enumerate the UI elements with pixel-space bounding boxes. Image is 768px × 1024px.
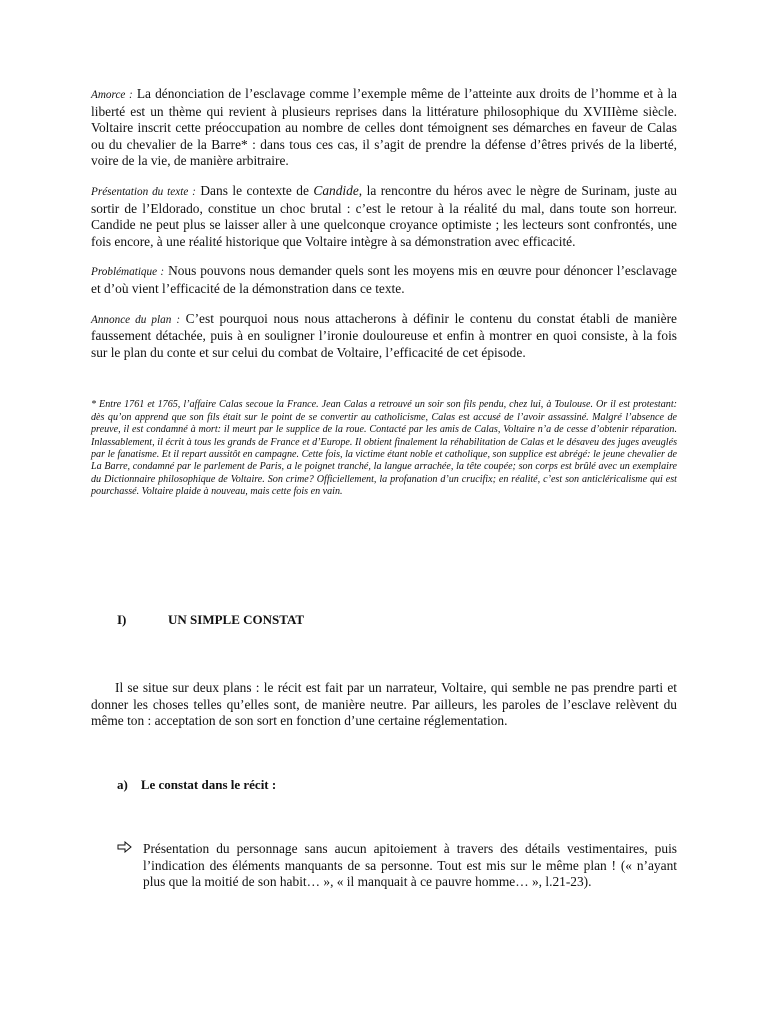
subsection-heading: a) Le constat dans le récit : (117, 777, 277, 792)
document-body (91, 86, 677, 499)
annonce-paragraph (91, 311, 677, 362)
section-intro: Il se situe sur deux plans : le récit est fait par un narrateur, Voltaire, qui semble ne pas prendre parti et donner les choses telles qu’elles sont, de manière neutre. Par ailleurs, les paroles de l’esclave relèvent du même ton : acceptation de son sort en fonction d’une certaine réglementation. (91, 680, 677, 729)
annonce-label: Annonce du plan : (91, 313, 181, 326)
section-title: UN SIMPLE CONSTAT (168, 612, 305, 627)
amorce-text: La dénonciation de l’esclavage comme l’exemple même de l’atteinte aux droits de l’homme et à la liberté est un thème qui revient à plusieurs reprises dans la littérature philosophique du XVIIIème siècle. Voltaire inscrit cette préoccupation au nombre de celles dont témoignent ses démarches en faveur de Calas ou du chevalier de la Barre* : dans tous ces cas, il s’agit de prendre la défense d’êtres privés de la liberté, voire de la vie, de manière arbitraire. (91, 86, 677, 169)
presentation-paragraph (91, 183, 677, 250)
list-item (117, 841, 677, 891)
problematique-label: Problématique : (91, 266, 165, 279)
annonce-text: C’est pourquoi nous nous attacherons à définir le contenu du constat établi de manière faussement détachée, puis à en souligner l’ironie douloureuse et enfin à montrer en quoi consiste, à la fois sur le plan du conte et sur celui du combat de Voltaire, l’efficacité de cet épisode. (91, 310, 677, 360)
problematique-paragraph (91, 263, 677, 297)
list-item-text: Présentation du personnage sans aucun apitoiement à travers des détails vestimentaires, puis l’indication des éléments manquants de sa personne. Tout est mis sur le même plan ! (« n’ayant plus que la moitié de son habit… », « il manquait à ce pauvre homme… », l.21-23). (143, 841, 677, 890)
presentation-text-end: , la rencontre du héros avec le nègre de Surinam, juste au sortir de l’Eldorado, constitue un choc brutal : c’est le retour à la réalité du mal, dans toute son horreur. Candide ne peut plus se laisser aller à une quelconque croyance optimiste ; les lecteurs sont confrontés, une fois encore, à une réalité historique que Voltaire intègre à sa démonstration avec efficacité. (91, 182, 677, 249)
problematique-text: Nous pouvons nous demander quels sont les moyens mis en œuvre pour dénoncer l’esclavage et d’où vient l’efficacité de la démonstration dans ce texte. (91, 263, 677, 296)
presentation-text-start: Dans le contexte de (200, 182, 309, 198)
presentation-label: Présentation du texte : (91, 185, 196, 198)
section-heading (117, 612, 305, 628)
section-number: I) (117, 612, 127, 627)
arrow-right-outline-icon (117, 841, 137, 858)
amorce-label: Amorce : (91, 89, 133, 101)
amorce-paragraph (91, 86, 677, 170)
footnote: * Entre 1761 et 1765, l’affaire Calas secoue la France. Jean Calas a retrouvé un soir son fils pendu, chez lui, à Toulouse. Or il est protestant: dès qu’on apprend que son fils était sur le point de se convertir au catholicisme, Calas est accusé de l’avoir assassiné. Malgré l’absence de preuve, il est condamné à mort: il meurt par le supplice de la roue. Contacté par les amis de Calas, Voltaire n’a de cesse d’obtenir réparation. Inlassablement, il écrit à tous les grands de France et d’Europe. Il obtient finalement la réhabilitation de Calas et le désaveu des juges aveuglés par le fanatisme. Et il repart aussitôt en campagne. Cette fois, la victime étant noble et catholique, son supplice est abrégé: le jeune chevalier de La Barre, condamné par le parlement de Paris, a le poignet tranché, la langue arrachée, la tête coupée; son corps est brûlé avec un exemplaire du Dictionnaire philosophique de Voltaire. Son crime? Officiellement, la profanation d’un crucifix; en réalité, c’est son anticléricalisme qui est pourchassé. Voltaire plaide à nouveau, mais cette fois en vain. (91, 399, 677, 498)
presentation-work-title: Candide (313, 182, 359, 198)
